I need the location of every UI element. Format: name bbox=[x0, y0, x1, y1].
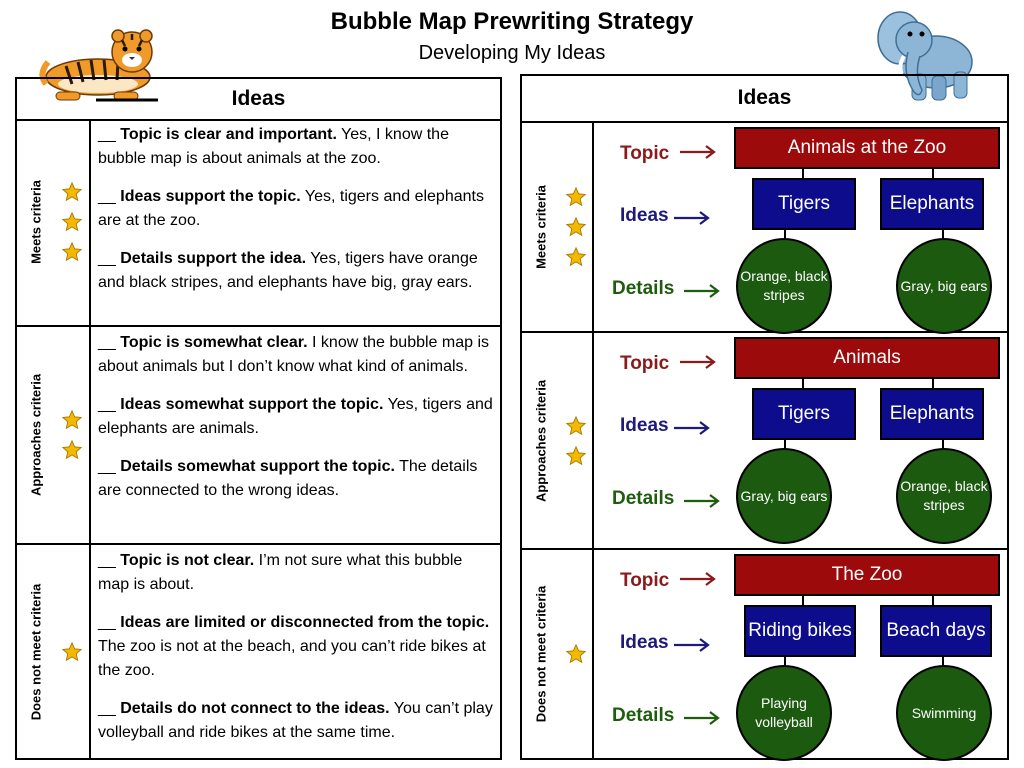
detail-bubble: Gray, big ears bbox=[896, 238, 992, 334]
criteria-item-heading: Details support the idea. bbox=[120, 250, 307, 267]
criteria-item bbox=[98, 185, 494, 233]
checkbox-blank[interactable]: __ bbox=[98, 126, 121, 143]
rating-stars bbox=[55, 119, 91, 325]
criteria-item-text: The details are connected to the wrong ideas. bbox=[98, 458, 478, 499]
star-icon bbox=[565, 445, 587, 467]
detail-bubble: Playing volleyball bbox=[736, 665, 832, 761]
arrow-right-icon bbox=[684, 494, 720, 508]
criteria-row-label: Meets criteria bbox=[28, 180, 44, 264]
criteria-description bbox=[98, 549, 494, 759]
rating-stars bbox=[560, 550, 594, 758]
criteria-item-heading: Details do not connect to the ideas. bbox=[120, 700, 390, 717]
criteria-item bbox=[98, 331, 494, 379]
rating-stars bbox=[560, 333, 594, 548]
bubble-map-row-meets bbox=[522, 123, 1007, 333]
criteria-item bbox=[98, 455, 494, 503]
criteria-table bbox=[15, 77, 502, 760]
criteria-item-heading: Topic is clear and important. bbox=[120, 126, 337, 143]
arrow-right-icon bbox=[684, 284, 720, 298]
criteria-row-does-not-meet bbox=[17, 545, 500, 758]
criteria-item-heading: Ideas are limited or disconnected from the topic. bbox=[120, 614, 490, 631]
checkbox-blank[interactable]: __ bbox=[98, 334, 121, 351]
star-icon bbox=[61, 641, 83, 663]
idea-box: Tigers bbox=[752, 178, 856, 230]
star-icon bbox=[565, 643, 587, 665]
details-label: Details bbox=[612, 278, 675, 299]
checkbox-blank[interactable]: __ bbox=[98, 552, 121, 569]
topic-label: Topic bbox=[620, 353, 670, 374]
criteria-item-text: I’m not sure what this bubble map is about. bbox=[98, 552, 463, 593]
arrow-right-icon bbox=[674, 211, 710, 225]
bubble-map-row-approaches bbox=[522, 333, 1007, 550]
idea-box: Beach days bbox=[880, 605, 992, 657]
page-title: Bubble Map Prewriting Strategy bbox=[330, 8, 694, 35]
idea-box: Elephants bbox=[880, 178, 984, 230]
bubble-map-row-does-not-meet bbox=[522, 550, 1007, 758]
criteria-item bbox=[98, 247, 494, 295]
criteria-item-heading: Topic is not clear. bbox=[120, 552, 255, 569]
star-icon bbox=[61, 439, 83, 461]
arrow-right-icon bbox=[680, 572, 716, 586]
checkbox-blank[interactable]: __ bbox=[98, 700, 121, 717]
bubble-map bbox=[594, 123, 1007, 331]
criteria-item-text: You can’t play volleyball and ride bikes at the same time. bbox=[98, 700, 493, 741]
topic-label: Topic bbox=[620, 143, 670, 164]
criteria-table-header: Ideas bbox=[17, 79, 500, 121]
criteria-item bbox=[98, 611, 494, 683]
star-icon bbox=[565, 216, 587, 238]
detail-bubble: Swimming bbox=[896, 665, 992, 761]
topic-box: Animals at the Zoo bbox=[734, 127, 1000, 169]
star-icon bbox=[565, 186, 587, 208]
criteria-description bbox=[98, 331, 494, 517]
criteria-row-approaches bbox=[17, 327, 500, 545]
criteria-item-text: Yes, I know the bubble map is about animals at the zoo. bbox=[98, 126, 449, 167]
bubble-map bbox=[594, 550, 1007, 758]
criteria-row-label: Does not meet criteria bbox=[28, 583, 44, 720]
bubble-map-row-label: Meets criteria bbox=[533, 185, 549, 269]
topic-box: The Zoo bbox=[734, 554, 1000, 596]
bubble-map-table bbox=[520, 74, 1009, 760]
checkbox-blank[interactable]: __ bbox=[98, 188, 121, 205]
ideas-label: Ideas bbox=[620, 415, 669, 436]
star-icon bbox=[61, 241, 83, 263]
criteria-description bbox=[98, 123, 494, 309]
idea-box: Elephants bbox=[880, 388, 984, 440]
criteria-item-heading: Topic is somewhat clear. bbox=[120, 334, 308, 351]
criteria-item-text: Yes, tigers and elephants are animals. bbox=[98, 396, 493, 437]
idea-box: Tigers bbox=[752, 388, 856, 440]
criteria-item bbox=[98, 123, 494, 171]
criteria-item-text: The zoo is not at the beach, and you can’t ride bikes at the zoo. bbox=[98, 638, 486, 679]
criteria-item-text: Yes, tigers have orange and black stripes, and elephants have big, gray ears. bbox=[98, 250, 478, 291]
bubble-map-row-label: Approaches criteria bbox=[533, 379, 549, 502]
checkbox-blank[interactable]: __ bbox=[98, 458, 121, 475]
details-label: Details bbox=[612, 705, 675, 726]
rating-stars bbox=[55, 545, 91, 758]
criteria-item-heading: Ideas somewhat support the topic. bbox=[120, 396, 384, 413]
topic-box: Animals bbox=[734, 337, 1000, 379]
star-icon bbox=[565, 246, 587, 268]
criteria-item bbox=[98, 549, 494, 597]
checkbox-blank[interactable]: __ bbox=[98, 396, 121, 413]
idea-box: Riding bikes bbox=[744, 605, 856, 657]
arrow-right-icon bbox=[674, 638, 710, 652]
criteria-item-heading: Details somewhat support the topic. bbox=[120, 458, 395, 475]
checkbox-blank[interactable]: __ bbox=[98, 614, 121, 631]
bubble-map-table-header: Ideas bbox=[522, 76, 1007, 123]
criteria-item bbox=[98, 697, 494, 745]
star-icon bbox=[61, 211, 83, 233]
criteria-item bbox=[98, 393, 494, 441]
ideas-label: Ideas bbox=[620, 632, 669, 653]
rating-stars bbox=[560, 123, 594, 331]
detail-bubble: Orange, black stripes bbox=[736, 238, 832, 334]
star-icon bbox=[565, 415, 587, 437]
criteria-item-heading: Ideas support the topic. bbox=[120, 188, 301, 205]
arrow-right-icon bbox=[684, 711, 720, 725]
arrow-right-icon bbox=[674, 421, 710, 435]
details-label: Details bbox=[612, 488, 675, 509]
ideas-label: Ideas bbox=[620, 205, 669, 226]
rating-stars bbox=[55, 327, 91, 543]
detail-bubble: Orange, black stripes bbox=[896, 448, 992, 544]
page-subtitle: Developing My Ideas bbox=[418, 42, 606, 64]
detail-bubble: Gray, big ears bbox=[736, 448, 832, 544]
topic-label: Topic bbox=[620, 570, 670, 591]
arrow-right-icon bbox=[680, 355, 716, 369]
criteria-row-label: Approaches criteria bbox=[28, 373, 44, 497]
bubble-map-row-label: Does not meet criteria bbox=[533, 585, 549, 723]
arrow-right-icon bbox=[680, 145, 716, 159]
star-icon bbox=[61, 409, 83, 431]
criteria-row-meets bbox=[17, 119, 500, 327]
star-icon bbox=[61, 181, 83, 203]
criteria-item-text: Yes, tigers and elephants are at the zoo. bbox=[98, 188, 484, 229]
criteria-item-text: I know the bubble map is about animals but I don’t know what kind of animals. bbox=[98, 334, 490, 375]
bubble-map bbox=[594, 333, 1007, 548]
checkbox-blank[interactable]: __ bbox=[98, 250, 121, 267]
